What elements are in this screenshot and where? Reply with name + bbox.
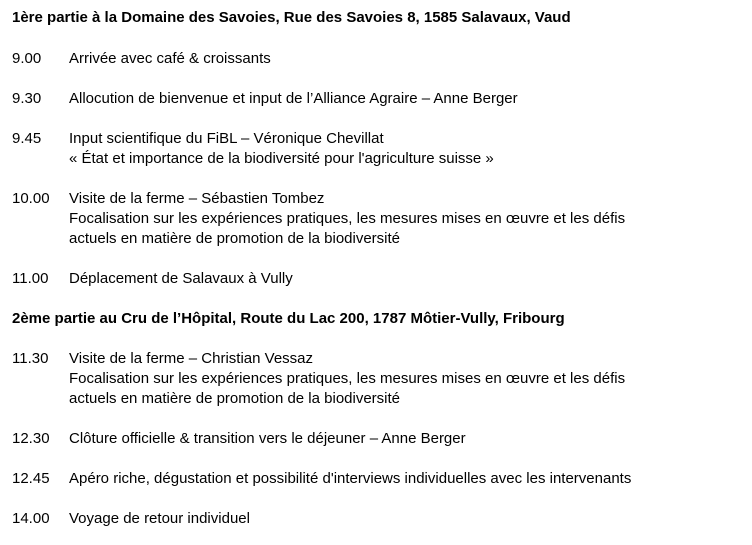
entry-time: 11.30 [12, 350, 49, 367]
schedule-entry [12, 189, 748, 249]
entry-time: 9.30 [12, 90, 42, 107]
entry-title: Déplacement de Salavaux à Vully [69, 270, 293, 287]
schedule-entry [12, 429, 748, 449]
schedule-entry [12, 129, 748, 169]
schedule-entry [12, 269, 748, 289]
entry-time: 14.00 [12, 510, 50, 527]
schedule-entry [12, 49, 748, 69]
entry-title: Clôture officielle & transition vers le déjeuner – Anne Berger [69, 430, 466, 447]
schedule-entry [12, 349, 748, 409]
entry-description-line: actuels en matière de promotion de la biodiversité [69, 390, 401, 407]
schedule-entry [12, 469, 748, 489]
entry-title: Apéro riche, dégustation et possibilité d'interviews individuelles avec les intervenants [69, 470, 632, 487]
entry-details [69, 269, 748, 289]
entry-details [69, 509, 748, 529]
entry-title: Input scientifique du FiBL – Véronique Chevillat [69, 130, 384, 147]
entry-time: 11.00 [12, 270, 49, 287]
entry-description-line: Focalisation sur les expériences pratiques, les mesures mises en œuvre et les défis [69, 370, 626, 387]
entry-title: Arrivée avec café & croissants [69, 50, 271, 67]
schedule-entry [12, 509, 748, 529]
section-heading-2: 2ème partie au Cru de l’Hôpital, Route du Lac 200, 1787 Môtier-Vully, Fribourg [12, 310, 565, 327]
entry-details [69, 89, 748, 109]
entry-time: 12.30 [12, 430, 50, 447]
entry-details [69, 429, 748, 449]
entry-time: 10.00 [12, 190, 50, 207]
entry-title: Allocution de bienvenue et input de l’Alliance Agraire – Anne Berger [69, 90, 518, 107]
entry-title: Visite de la ferme – Sébastien Tombez [69, 190, 325, 207]
program-document [12, 8, 748, 529]
entry-subtitle: « État et importance de la biodiversité pour l'agriculture suisse » [69, 150, 494, 167]
entry-details [69, 129, 748, 169]
entry-description-line: Focalisation sur les expériences pratiques, les mesures mises en œuvre et les défis [69, 210, 626, 227]
entry-details [69, 189, 748, 249]
entry-time: 9.00 [12, 50, 42, 67]
entry-description-line: actuels en matière de promotion de la biodiversité [69, 230, 401, 247]
section-heading-1: 1ère partie à la Domaine des Savoies, Rue des Savoies 8, 1585 Salavaux, Vaud [12, 9, 571, 26]
entry-time: 9.45 [12, 130, 42, 147]
schedule-entry [12, 89, 748, 109]
entry-details [69, 49, 748, 69]
entry-details [69, 349, 748, 409]
entry-time: 12.45 [12, 470, 50, 487]
entry-details [69, 469, 748, 489]
entry-title: Visite de la ferme – Christian Vessaz [69, 350, 314, 367]
entry-title: Voyage de retour individuel [69, 510, 250, 527]
